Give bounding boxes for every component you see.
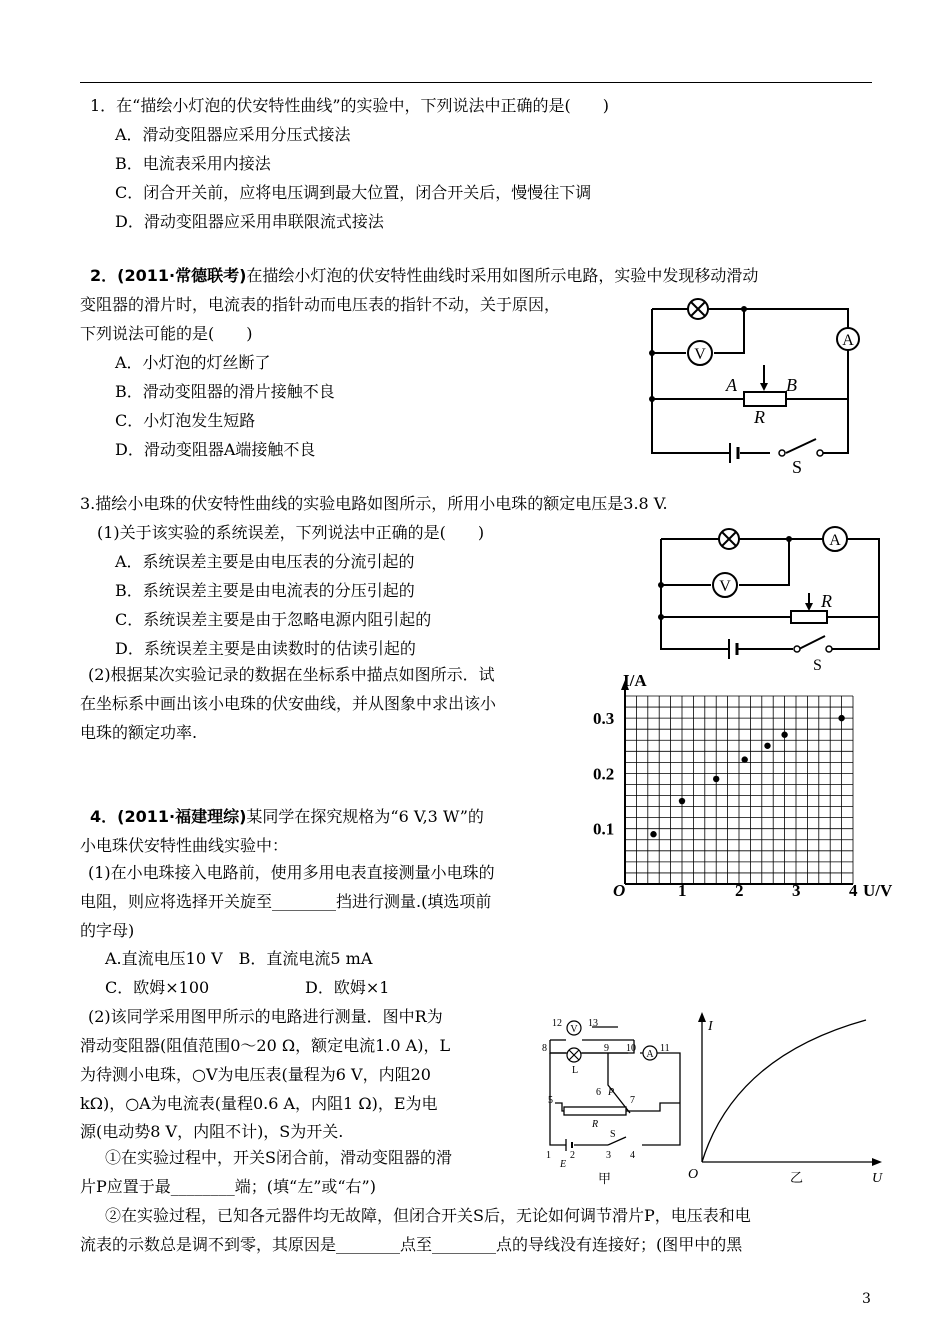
q4-jia-n8: 8	[542, 1043, 547, 1054]
chart-point-2	[679, 798, 685, 804]
q4-sub1-line2: 电阻，则应将选择开关旋至________挡进行测量.(填选项前	[80, 892, 492, 911]
q4-jia-n10: 10	[626, 1043, 636, 1054]
q4-circuit-jia	[530, 1015, 690, 1185]
q4-sub2-line1: (2)该同学采用图甲所示的电路进行测量．图中R为	[88, 1007, 443, 1026]
q3-sub2-line3: 电珠的额定功率.	[80, 723, 198, 742]
q2-lamp-icon	[688, 299, 708, 319]
chart-ytick-0.3: 0.3	[593, 709, 615, 729]
q3-option-c: C．系统误差主要是由于忽略电源内阻引起的	[115, 610, 432, 629]
q3-sub2-line1: (2)根据某次实验记录的数据在坐标系中描点如图所示．试	[88, 665, 495, 684]
q4-item1-line1: ①在实验过程中，开关S闭合前，滑动变阻器的滑	[105, 1148, 452, 1167]
q2-label-b: B	[786, 375, 797, 395]
chart-point-7	[838, 715, 844, 721]
q4-options-row1: A.直流电压10 V B．直流电流5 mA	[105, 949, 373, 968]
q4-item2-line1: ②在实验过程，已知各元器件均无故障，但闭合开关S后，无论如何调节滑片P，电压表和电	[105, 1206, 751, 1225]
q4-number: 4．	[90, 807, 118, 826]
q4-jia-n5: 5	[548, 1095, 553, 1106]
q4-jia-n9: 9	[604, 1043, 609, 1054]
q1-option-d: D．滑动变阻器应采用串联限流式接法	[115, 212, 384, 231]
chart-xtick-4: 4	[849, 881, 858, 900]
q4-sub1-line1: (1)在小电珠接入电路前，使用多用电表直接测量小电珠的	[88, 863, 495, 882]
q2-source: (2011·常德联考)	[117, 266, 247, 285]
q4-sub1-line3: 的字母)	[80, 921, 135, 940]
chart-point-1	[650, 831, 656, 837]
q3-label-s: S	[813, 657, 822, 674]
q4-stem-line2: 小电珠伏安特性曲线实验中：	[80, 836, 289, 855]
q4-jia-label-s: S	[610, 1129, 616, 1140]
chart-xtick-2: 2	[735, 881, 744, 900]
q3-label-r: R	[821, 591, 832, 611]
q3-voltmeter-label: V	[719, 578, 731, 595]
q4-jia-ammeter: A	[646, 1049, 654, 1060]
q2-option-d: D．滑动变阻器A端接触不良	[115, 440, 316, 459]
q1-option-b: B．电流表采用内接法	[115, 154, 271, 173]
q4-jia-n3: 3	[606, 1150, 611, 1161]
q3-option-a: A．系统误差主要是由电压表的分流引起的	[115, 552, 415, 571]
yi-origin: O	[688, 1167, 699, 1182]
q2-circuit-diagram	[640, 295, 870, 475]
chart-point-5	[764, 743, 770, 749]
q4-jia-n13: 13	[588, 1018, 598, 1029]
q4-sub2-line5: 源(电动势8 V，内阻不计)，S为开关.	[80, 1122, 344, 1141]
q2-label-s: S	[792, 457, 803, 477]
q1-option-a: A．滑动变阻器应采用分压式接法	[115, 125, 351, 144]
q2-number: 2．	[90, 266, 118, 285]
q2-option-b: B．滑动变阻器的滑片接触不良	[115, 382, 335, 401]
q3-sub1: (1)关于该实验的系统误差，下列说法中正确的是( )	[97, 523, 485, 542]
q3-stem: 3.描绘小电珠的伏安特性曲线的实验电路如图所示，所用小电珠的额定电压是3.8 V.	[80, 494, 668, 513]
q2-stem-line3: 下列说法可能的是( )	[80, 324, 253, 343]
chart-ytick-0.1: 0.1	[593, 819, 615, 839]
q2-option-c: C．小灯泡发生短路	[115, 411, 256, 430]
q2-ammeter-label: A	[842, 332, 854, 349]
q3-option-d: D．系统误差主要是由读数时的估读引起的	[115, 639, 416, 658]
q4-graph-yi	[688, 1010, 888, 1185]
chart-ylabel: I/A	[623, 671, 647, 690]
chart-grid	[621, 680, 853, 884]
q3-ammeter-label: A	[829, 532, 841, 549]
q2-stem-text: 在描绘小灯泡的伏安特性曲线时采用如图所示电路，实验中发现移动滑动	[246, 266, 759, 285]
q4-fig-jia-caption: 甲	[598, 1171, 612, 1186]
page-number: 3	[862, 1291, 871, 1307]
chart-xtick-1: 1	[678, 881, 687, 900]
q2-stem-line2: 变阻器的滑片时，电流表的指针动而电压表的指针不动，关于原因，	[80, 295, 561, 314]
q4-option-d: D．欧姆×1	[305, 978, 390, 997]
q4-jia-n11: 11	[660, 1043, 670, 1054]
q3-sub2-line2: 在坐标系中画出该小电珠的伏安曲线，并从图象中求出该小	[80, 694, 497, 713]
q4-item1-line2: 片P应置于最________端；(填“左”或“右”)	[80, 1177, 376, 1196]
chart-xlabel: U/V	[863, 881, 893, 900]
q1-stem: 1．在“描绘小灯泡的伏安特性曲线”的实验中，下列说法中正确的是( )	[90, 96, 610, 115]
q4-jia-n2: 2	[570, 1150, 575, 1161]
yi-xlabel: U	[872, 1171, 883, 1186]
q4-stem-line1	[90, 806, 484, 828]
yi-ylabel: I	[708, 1019, 713, 1034]
q2-stem-line1	[90, 265, 758, 287]
q4-jia-n1: 1	[546, 1150, 551, 1161]
q4-jia-label-l: L	[572, 1065, 579, 1076]
q4-jia-label-e: E	[560, 1159, 567, 1170]
chart-point-3	[713, 776, 719, 782]
q4-stem-text: 某同学在探究规格为“6 V,3 W”的	[246, 807, 484, 826]
q4-source: (2011·福建理综)	[117, 807, 247, 826]
q3-lamp-icon	[719, 529, 739, 549]
chart-ytick-0.2: 0.2	[593, 764, 615, 784]
q4-item2-line2: 流表的示数总是调不到零，其原因是________点至________点的导线没有连接好；(图甲中的黑	[80, 1235, 743, 1254]
q4-jia-n6: 6	[596, 1087, 601, 1098]
q3-option-b: B．系统误差主要是由电流表的分压引起的	[115, 581, 415, 600]
chart-origin-label: O	[613, 881, 626, 900]
q2-voltmeter-label: V	[694, 346, 706, 363]
q2-label-a: A	[726, 375, 737, 395]
q4-sub2-line4: kΩ)，○A为电流表(量程0.6 A，内阻1 Ω)，E为电	[80, 1094, 438, 1113]
q4-sub2-line2: 滑动变阻器(阻值范围0～20 Ω，额定电流1.0 A)，L	[80, 1036, 451, 1055]
q1-option-c: C．闭合开关前，应将电压调到最大位置，闭合开关后，慢慢往下调	[115, 183, 592, 202]
q4-jia-n12: 12	[552, 1018, 562, 1029]
yi-iu-curve	[702, 1020, 866, 1162]
q4-jia-voltmeter: V	[570, 1024, 578, 1035]
q4-jia-label-p: P	[608, 1087, 615, 1098]
q3-circuit-diagram	[655, 525, 885, 674]
q4-jia-label-r: R	[592, 1119, 599, 1130]
q2-option-a: A．小灯泡的灯丝断了	[115, 353, 271, 372]
q4-sub2-line3: 为待测小电珠，○V为电压表(量程为6 V，内阻20	[80, 1065, 431, 1084]
chart-point-6	[781, 732, 787, 738]
q4-fig-yi-caption: 乙	[790, 1170, 804, 1185]
q2-slider-arrow	[760, 383, 768, 391]
q4-jia-n7: 7	[630, 1095, 635, 1106]
chart-point-4	[742, 756, 748, 762]
q4-option-c: C．欧姆×100	[105, 978, 210, 997]
chart-xtick-3: 3	[792, 881, 801, 900]
q3-iu-chart	[585, 668, 915, 908]
top-rule	[80, 82, 872, 83]
q2-label-r: R	[754, 407, 765, 427]
q4-jia-n4: 4	[630, 1150, 635, 1161]
